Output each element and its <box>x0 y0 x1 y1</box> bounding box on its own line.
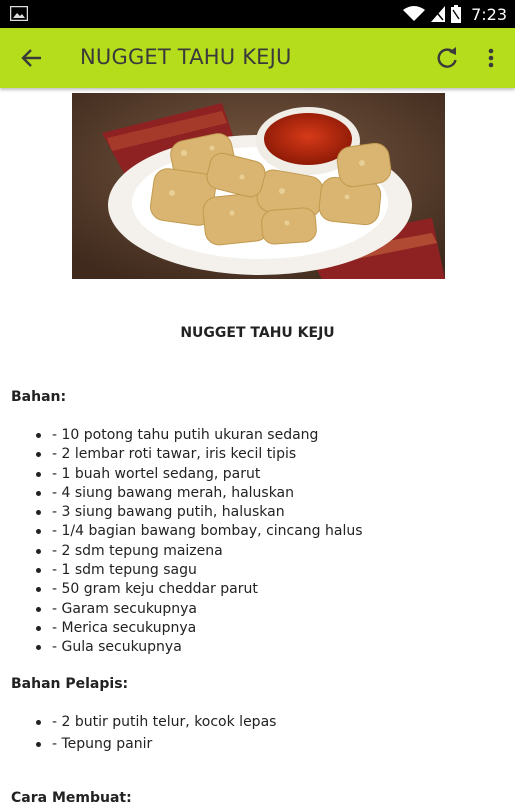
status-bar <box>0 0 515 28</box>
overflow-menu-icon[interactable] <box>480 44 502 72</box>
recipe-title: NUGGET TAHU KEJU <box>180 325 335 341</box>
nugget-plate-illustration <box>72 93 445 279</box>
status-icons <box>403 0 507 28</box>
list-item: - 4 siung bawang merah, haluskan <box>36 484 363 503</box>
page-title: NUGGET TAHU KEJU <box>80 45 292 69</box>
list-item: - 2 sdm tepung maizena <box>36 542 363 561</box>
cara-heading: Cara Membuat: <box>11 790 132 806</box>
wifi-icon <box>403 6 425 22</box>
app-bar <box>0 28 515 88</box>
list-item: - 3 siung bawang putih, haluskan <box>36 503 363 522</box>
bahan-list <box>36 426 363 658</box>
list-item: - Gula secukupnya <box>36 638 363 657</box>
list-item: - 1 buah wortel sedang, parut <box>36 465 363 484</box>
list-item: - 2 lembar roti tawar, iris kecil tipis <box>36 445 363 464</box>
refresh-icon[interactable] <box>433 44 461 72</box>
list-item: - 50 gram keju cheddar parut <box>36 580 363 599</box>
status-time: 7:23 <box>471 4 507 24</box>
pelapis-heading: Bahan Pelapis: <box>11 676 129 692</box>
list-item: - Garam secukupnya <box>36 600 363 619</box>
pelapis-list <box>36 713 276 755</box>
signal-icon <box>431 6 445 22</box>
recipe-photo <box>72 93 445 279</box>
image-icon <box>10 6 28 21</box>
back-arrow-icon[interactable] <box>18 44 46 72</box>
list-item: - 2 butir putih telur, kocok lepas <box>36 713 276 732</box>
list-item: - 10 potong tahu putih ukuran sedang <box>36 426 363 445</box>
list-item: - 1/4 bagian bawang bombay, cincang halus <box>36 522 363 541</box>
list-item: - Merica secukupnya <box>36 619 363 638</box>
list-item: - Tepung panir <box>36 735 276 754</box>
bahan-heading: Bahan: <box>11 389 67 405</box>
battery-icon <box>451 5 461 23</box>
list-item: - 1 sdm tepung sagu <box>36 561 363 580</box>
